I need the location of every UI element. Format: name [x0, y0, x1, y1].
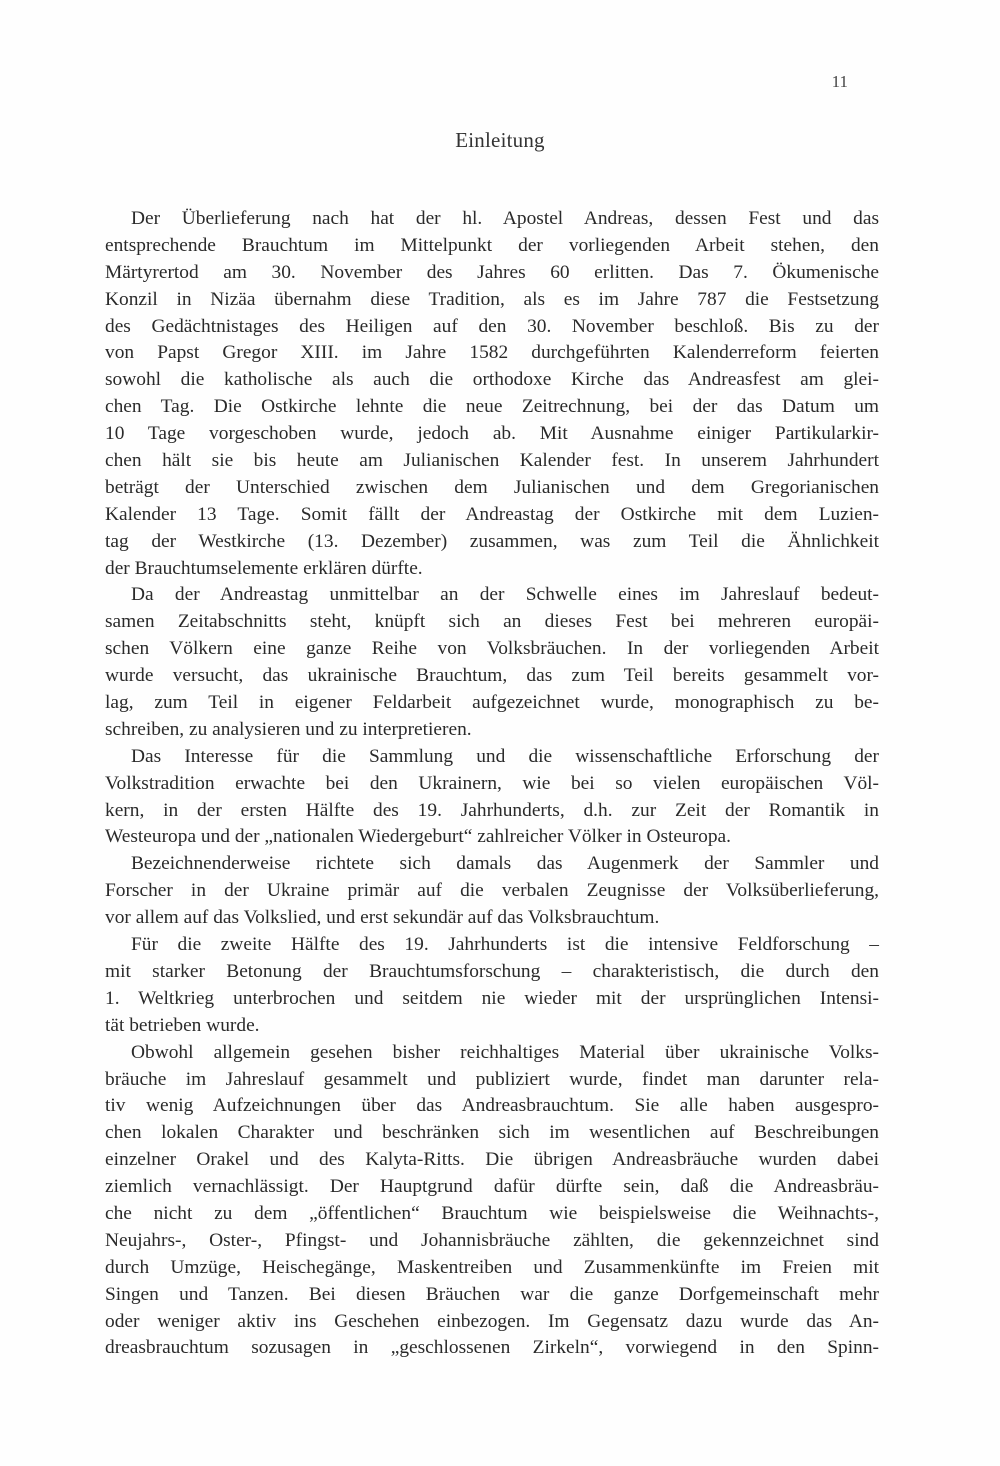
- text-line: Für die zweite Hälfte des 19. Jahrhunderts ist die intensive Feldforschung –: [131, 934, 879, 956]
- body-text: [105, 206, 879, 1362]
- text-line: bräuche im Jahreslauf gesammelt und publiziert wurde, findet man darunter rela-: [105, 1068, 879, 1090]
- text-line: tät betrieben wurde.: [105, 1014, 260, 1036]
- text-line: vor allem auf das Volkslied, und erst sekundär auf das Volksbrauchtum.: [105, 907, 660, 929]
- text-line: der Brauchtumselemente erklären dürfte.: [105, 557, 423, 579]
- text-line: tag der Westkirche (13. Dezember) zusammen, was zum Teil die Ähnlichkeit: [105, 530, 879, 552]
- text-line: einzelner Orakel und des Kalyta-Ritts. Die übrigen Andreasbräuche wurden dabei: [105, 1149, 879, 1171]
- text-line: Westeuropa und der „nationalen Wiedergeburt“ zahlreicher Völker in Osteuropa.: [105, 826, 731, 848]
- paragraph: [105, 206, 879, 582]
- text-line: Das Interesse für die Sammlung und die wissenschaftliche Erforschung der: [131, 745, 879, 767]
- text-line: kern, in der ersten Hälfte des 19. Jahrhunderts, d.h. zur Zeit der Romantik in: [105, 799, 879, 821]
- chapter-heading: Einleitung: [455, 128, 545, 152]
- text-line: des Gedächtnistages des Heiligen auf den 30. November beschloß. Bis zu der: [105, 315, 879, 337]
- text-line: sowohl die katholische als auch die orthodoxe Kirche das Andreasfest am glei-: [105, 369, 879, 391]
- text-line: Der Überlieferung nach hat der hl. Apostel Andreas, dessen Fest und das: [131, 208, 879, 229]
- text-line: Neujahrs-, Oster-, Pfingst- und Johannisbräuche zählten, die gekennzeichnet sind: [105, 1229, 879, 1251]
- text-line: Da der Andreastag unmittelbar an der Schwelle eines im Jahreslauf bedeut-: [131, 584, 879, 606]
- text-line: mit starker Betonung der Brauchtumsforschung – charakteristisch, die durch den: [105, 960, 879, 982]
- text-line: Kalender 13 Tage. Somit fällt der Andreastag der Ostkirche mit dem Luzien-: [105, 503, 879, 525]
- text-line: Konzil in Nizäa übernahm diese Tradition, als es im Jahre 787 die Festsetzung: [105, 288, 879, 310]
- text-line: chen lokalen Charakter und beschränken sich im wesentlichen auf Beschreibungen: [105, 1122, 879, 1144]
- text-line: schreiben, zu analysieren und zu interpretieren.: [105, 718, 472, 740]
- text-line: Obwohl allgemein gesehen bisher reichhaltiges Material über ukrainische Volks-: [131, 1041, 879, 1063]
- text-line: tiv wenig Aufzeichnungen über das Andreasbrauchtum. Sie alle haben ausgespro-: [105, 1095, 879, 1117]
- paragraph: [105, 851, 879, 932]
- text-line: entsprechende Brauchtum im Mittelpunkt der vorliegenden Arbeit stehen, den: [105, 234, 879, 256]
- text-line: beträgt der Unterschied zwischen dem Julianischen und dem Gregorianischen: [105, 476, 879, 498]
- text-line: oder weniger aktiv ins Geschehen einbezogen. Im Gegensatz dazu wurde das An-: [105, 1310, 879, 1332]
- text-line: ziemlich vernachlässigt. Der Hauptgrund dafür dürfte sein, daß die Andreasbräu-: [105, 1176, 879, 1198]
- text-line: Bezeichnenderweise richtete sich damals das Augenmerk der Sammler und: [131, 853, 879, 875]
- paragraph: [105, 744, 879, 852]
- text-line: dreasbrauchtum sozusagen in „geschlossenen Zirkeln“, vorwiegend in den Spinn-: [105, 1337, 879, 1359]
- paragraph: [105, 932, 879, 1040]
- text-line: samen Zeitabschnitts steht, knüpft sich an dieses Fest bei mehreren europäi-: [105, 611, 879, 633]
- text-line: Forscher in der Ukraine primär auf die verbalen Zeugnisse der Volksüberlieferung,: [105, 880, 879, 902]
- paragraph: [105, 582, 879, 743]
- text-line: schen Völkern eine ganze Reihe von Volksbräuchen. In der vorliegenden Arbeit: [105, 638, 879, 660]
- page-number: 11: [831, 72, 848, 91]
- text-line: Singen und Tanzen. Bei diesen Bräuchen war die ganze Dorfgemeinschaft mehr: [105, 1283, 879, 1305]
- text-line: Märtyrertod am 30. November des Jahres 60 erlitten. Das 7. Ökumenische: [105, 261, 879, 283]
- text-line: Volkstradition erwachte bei den Ukrainern, wie bei so vielen europäischen Völ-: [105, 772, 879, 794]
- text-line: chen hält sie bis heute am Julianischen Kalender fest. In unserem Jahrhundert: [105, 450, 879, 472]
- paragraph: [105, 1040, 879, 1363]
- text-line: 1. Weltkrieg unterbrochen und seitdem nie wieder mit der ursprünglichen Intensi-: [105, 987, 879, 1009]
- text-line: lag, zum Teil in eigener Feldarbeit aufgezeichnet wurde, monographisch zu be-: [105, 692, 879, 714]
- text-line: chen Tag. Die Ostkirche lehnte die neue Zeitrechnung, bei der das Datum um: [105, 396, 879, 418]
- text-line: durch Umzüge, Heischegänge, Maskentreiben und Zusammenkünfte im Freien mit: [105, 1256, 879, 1278]
- text-line: wurde versucht, das ukrainische Brauchtum, das zum Teil bereits gesammelt vor-: [105, 665, 879, 687]
- text-line: 10 Tage vorgeschoben wurde, jedoch ab. Mit Ausnahme einiger Partikularkir-: [105, 423, 879, 445]
- text-line: von Papst Gregor XIII. im Jahre 1582 durchgeführten Kalenderreform feierten: [105, 342, 879, 364]
- text-line: che nicht zu dem „öffentlichen“ Brauchtum wie beispielsweise die Weihnachts-,: [105, 1202, 879, 1224]
